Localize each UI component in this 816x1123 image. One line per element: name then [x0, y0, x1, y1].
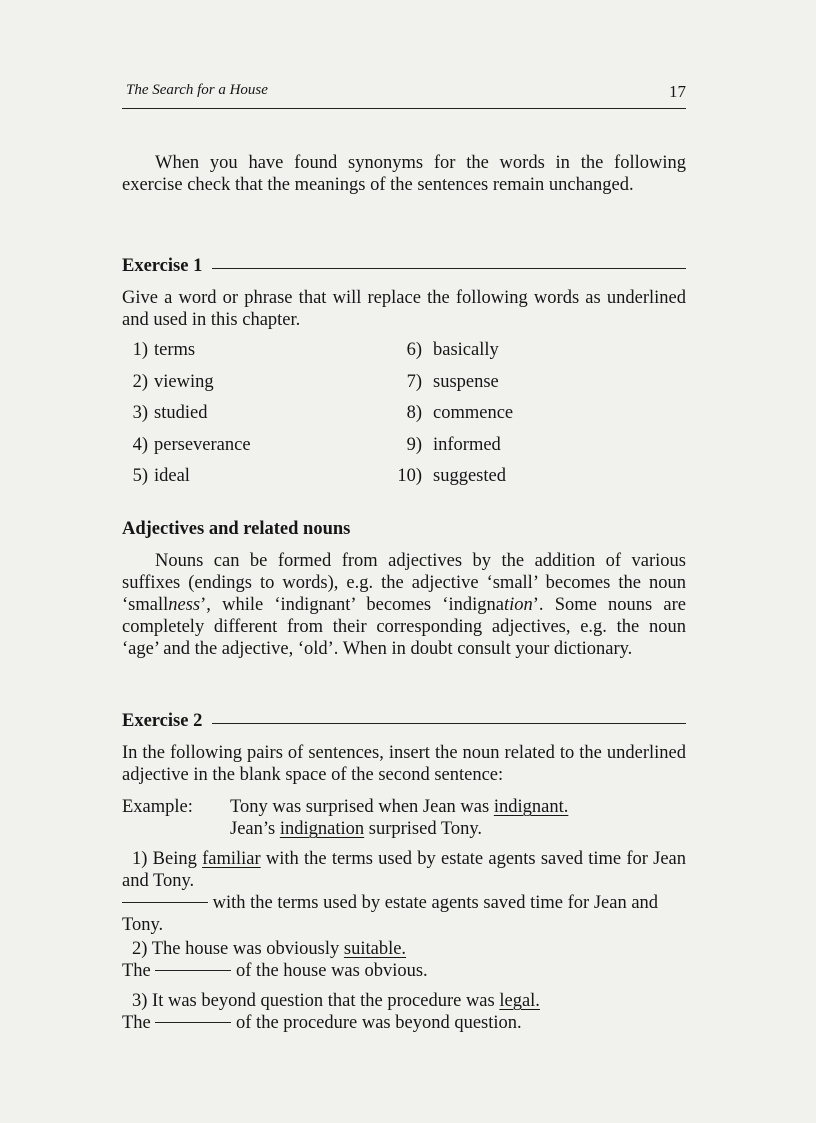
exercise-1-instruction: Give a word or phrase that will replace the following words as underlined and used in this chapter. [122, 288, 686, 330]
book-page [122, 0, 686, 1033]
heading-rule [212, 723, 686, 724]
adjectives-paragraph: Nouns can be formed from adjectives by the addition of various suffixes (endings to words), e.g. the adjective ‘small’ becomes the noun ‘smallness’, while ‘indignant’ becomes ‘indignation’. Some nouns are completely different from their corresponding adjectives, e.g. the noun ‘age’ and the adjective, ‘old’. When in doubt consult your dictionary. [122, 551, 686, 659]
page-number: 17 [669, 82, 686, 101]
example [122, 796, 686, 840]
list-item: 2) viewing 7) suspense [132, 371, 499, 392]
header-rule [122, 108, 686, 109]
running-title: The Search for a House [126, 82, 268, 98]
list-item: 4) perseverance 9) informed [132, 434, 501, 455]
answer-blank[interactable] [155, 969, 231, 971]
example-line-1: Tony was surprised when Jean was indignant. [230, 797, 569, 817]
exercise-1-heading: Exercise 1 [122, 256, 686, 277]
answer-blank[interactable] [155, 1021, 231, 1023]
intro-paragraph: When you have found synonyms for the words in the following exercise check that the meanings of the sentences remain unchanged. [122, 153, 686, 195]
exercise-2-item-2: 2) The house was obviously suitable. The of the house was obvious. [122, 939, 428, 981]
exercise-1-word-list [122, 340, 686, 498]
example-label: Example: [122, 797, 193, 817]
heading-rule [212, 268, 686, 269]
exercise-2-item-3: 3) It was beyond question that the procedure was legal. The of the procedure was beyond question. [122, 991, 540, 1033]
exercise-2-heading: Exercise 2 [122, 711, 686, 732]
list-item: 5) ideal 10) suggested [132, 466, 506, 486]
answer-blank[interactable] [122, 901, 208, 903]
example-line-2: Jean’s indignation surprised Tony. [230, 819, 483, 839]
list-item: 1) terms 6) basically [132, 340, 499, 360]
section-heading-adjectives: Adjectives and related nouns [122, 519, 351, 539]
page-header [122, 80, 686, 102]
list-item: 3) studied 8) commence [132, 403, 514, 423]
exercise-2-instruction: In the following pairs of sentences, insert the noun related to the underlined adjective in the blank space of the second sentence: [122, 743, 686, 785]
exercise-2-item-1: 1) Being familiar with the terms used by estate agents saved time for Jean and Tony. with the terms used by estate agents saved time for Jean and Tony. [122, 849, 686, 935]
